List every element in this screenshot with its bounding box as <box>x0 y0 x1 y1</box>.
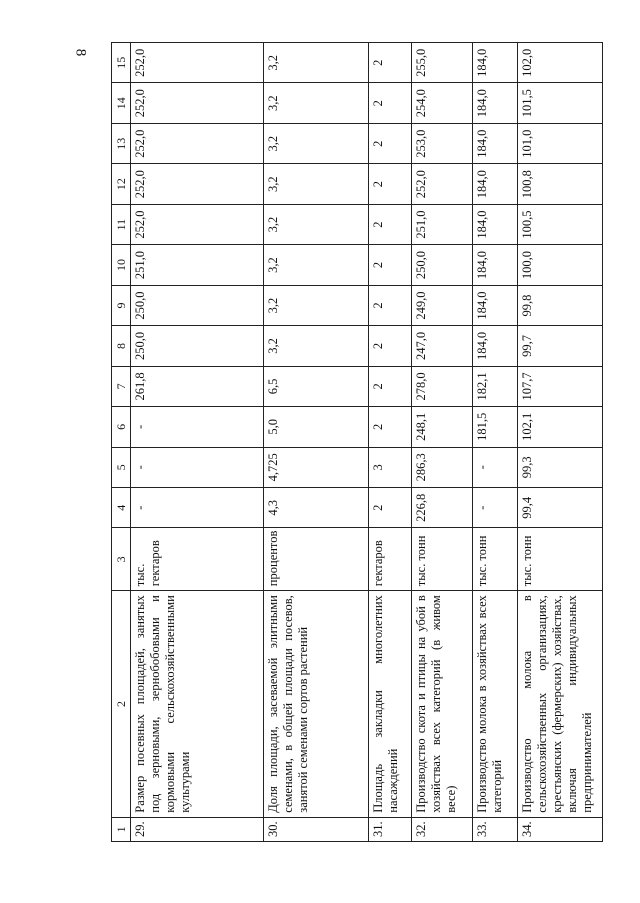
value-cell: 182,1 <box>473 366 518 406</box>
value-cell: 2 <box>369 204 412 244</box>
value-cell: 3,2 <box>264 43 369 84</box>
column-number-header: 1 <box>112 817 131 841</box>
value-cell: 252,0 <box>412 164 473 204</box>
row-number: 34. <box>518 817 603 841</box>
value-cell: 102,0 <box>518 43 603 84</box>
value-cell: 100,8 <box>518 164 603 204</box>
value-cell: 278,0 <box>412 366 473 406</box>
value-cell: 248,1 <box>412 407 473 447</box>
value-cell: 261,8 <box>131 366 264 406</box>
value-cell: 184,0 <box>473 164 518 204</box>
value-cell: - <box>131 447 264 487</box>
indicator-name: Доля площади, засеваемой элитными семенами, в общей площади посевов, занятой семенами сортов растений <box>264 591 369 818</box>
indicator-name: Производство скота и птицы на убой в хозяйствах всех категорий (в живом весе) <box>412 591 473 818</box>
value-cell: 2 <box>369 488 412 528</box>
value-cell: 100,5 <box>518 204 603 244</box>
value-cell: 2 <box>369 366 412 406</box>
row-number: 33. <box>473 817 518 841</box>
column-number-header: 6 <box>112 407 131 447</box>
value-cell: 3,2 <box>264 326 369 366</box>
value-cell: 2 <box>369 245 412 285</box>
value-cell: 3,2 <box>264 285 369 325</box>
table-row <box>412 43 473 842</box>
table-row <box>369 43 412 842</box>
table-row <box>131 43 264 842</box>
value-cell: 100,0 <box>518 245 603 285</box>
value-cell: 252,0 <box>131 164 264 204</box>
value-cell: 254,0 <box>412 83 473 123</box>
indicator-name: Производство молока в сельскохозяйственных организациях, крестьянских (фермерских) хозяйствах, включая индивидуальных предпринимателей <box>518 591 603 818</box>
column-number-header: 12 <box>112 164 131 204</box>
column-number-header: 5 <box>112 447 131 487</box>
indicator-name: Размер посевных площадей, занятых под зерновыми, зернобобовыми и кормовыми сельскохозяйственными культурами <box>131 591 264 818</box>
column-number-header: 13 <box>112 123 131 163</box>
value-cell: 2 <box>369 285 412 325</box>
table-row <box>264 43 369 842</box>
value-cell: 2 <box>369 407 412 447</box>
column-number-header: 8 <box>112 326 131 366</box>
indicator-name: Площадь закладки многолетних насаждений <box>369 591 412 818</box>
indicator-name: Производство молока в хозяйствах всех категорий <box>473 591 518 818</box>
value-cell: 184,0 <box>473 285 518 325</box>
value-cell: - <box>473 488 518 528</box>
page-number: 8 <box>72 48 89 57</box>
value-cell: 184,0 <box>473 326 518 366</box>
value-cell: 252,0 <box>131 43 264 84</box>
unit-cell: гектаров <box>369 528 412 591</box>
value-cell: 3,2 <box>264 204 369 244</box>
value-cell: 184,0 <box>473 43 518 84</box>
value-cell: 226,8 <box>412 488 473 528</box>
value-cell: 3,2 <box>264 164 369 204</box>
unit-cell: тыс. тонн <box>412 528 473 591</box>
value-cell: 2 <box>369 326 412 366</box>
column-number-header: 14 <box>112 83 131 123</box>
value-cell: 184,0 <box>473 204 518 244</box>
value-cell: 253,0 <box>412 123 473 163</box>
value-cell: 250,0 <box>131 285 264 325</box>
value-cell: 247,0 <box>412 326 473 366</box>
column-number-header: 4 <box>112 488 131 528</box>
unit-cell: тыс. тонн <box>473 528 518 591</box>
value-cell: 101,5 <box>518 83 603 123</box>
value-cell: - <box>131 488 264 528</box>
column-number-header: 11 <box>112 204 131 244</box>
value-cell: 4,725 <box>264 447 369 487</box>
row-number: 30. <box>264 817 369 841</box>
value-cell: 184,0 <box>473 245 518 285</box>
unit-cell: процентов <box>264 528 369 591</box>
value-cell: 255,0 <box>412 43 473 84</box>
value-cell: 251,0 <box>412 204 473 244</box>
value-cell: 2 <box>369 164 412 204</box>
value-cell: 107,7 <box>518 366 603 406</box>
value-cell: 6,5 <box>264 366 369 406</box>
table-row <box>473 43 518 842</box>
value-cell: 4,3 <box>264 488 369 528</box>
value-cell: 250,0 <box>131 326 264 366</box>
rotated-table-container <box>111 42 631 842</box>
value-cell: 252,0 <box>131 123 264 163</box>
value-cell: 3,2 <box>264 245 369 285</box>
value-cell: 286,3 <box>412 447 473 487</box>
value-cell: 250,0 <box>412 245 473 285</box>
column-number-header: 9 <box>112 285 131 325</box>
column-number-header: 10 <box>112 245 131 285</box>
value-cell: 2 <box>369 83 412 123</box>
value-cell: - <box>131 407 264 447</box>
value-cell: - <box>473 447 518 487</box>
value-cell: 101,0 <box>518 123 603 163</box>
value-cell: 5,0 <box>264 407 369 447</box>
value-cell: 99,3 <box>518 447 603 487</box>
value-cell: 2 <box>369 123 412 163</box>
table-header-row <box>112 43 131 842</box>
value-cell: 3,2 <box>264 83 369 123</box>
column-number-header: 7 <box>112 366 131 406</box>
value-cell: 184,0 <box>473 83 518 123</box>
value-cell: 3 <box>369 447 412 487</box>
table-row <box>518 43 603 842</box>
value-cell: 99,7 <box>518 326 603 366</box>
unit-cell: тыс. тонн <box>518 528 603 591</box>
value-cell: 184,0 <box>473 123 518 163</box>
value-cell: 102,1 <box>518 407 603 447</box>
value-cell: 99,8 <box>518 285 603 325</box>
column-number-header: 2 <box>112 591 131 818</box>
value-cell: 249,0 <box>412 285 473 325</box>
value-cell: 2 <box>369 43 412 84</box>
value-cell: 251,0 <box>131 245 264 285</box>
value-cell: 252,0 <box>131 204 264 244</box>
value-cell: 252,0 <box>131 83 264 123</box>
unit-cell: тыс. гектаров <box>131 528 264 591</box>
value-cell: 181,5 <box>473 407 518 447</box>
row-number: 29. <box>131 817 264 841</box>
row-number: 31. <box>369 817 412 841</box>
row-number: 32. <box>412 817 473 841</box>
column-number-header: 3 <box>112 528 131 591</box>
value-cell: 3,2 <box>264 123 369 163</box>
indicator-table <box>111 42 603 842</box>
value-cell: 99,4 <box>518 488 603 528</box>
column-number-header: 15 <box>112 43 131 84</box>
